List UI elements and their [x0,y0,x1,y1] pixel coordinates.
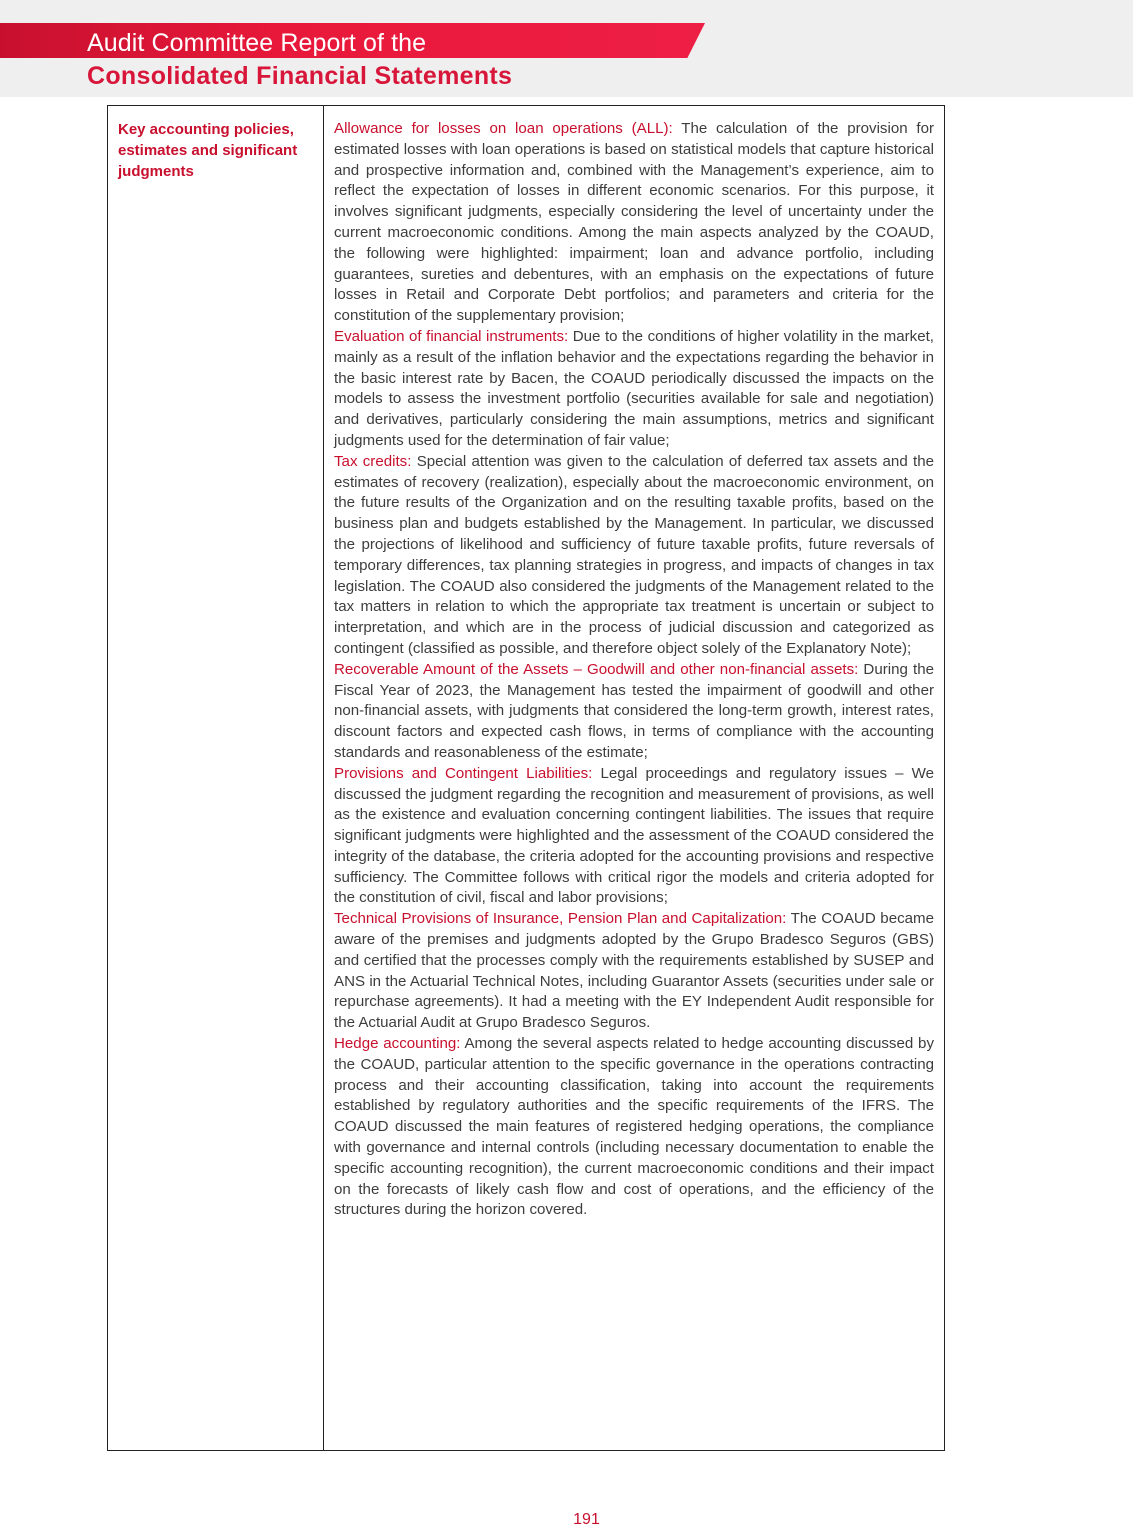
paragraph-term: Tax credits: [334,452,412,470]
paragraph-text: Due to the conditions of higher volatility in the market, mainly as a result of the inflation behavior and the expectations regarding the behavior in the basic interest rate by Bacen, the COAUD periodically discussed the impacts on the models to assess the investment portfolio (securities available for sale and negotiation) and derivatives, particularly considering the main assumptions, metrics and significant judgments used for the determination of fair value; [334,327,934,449]
paragraph-term: Recoverable Amount of the Assets – Goodwill and other non-financial assets: [334,660,859,678]
paragraph-text: Special attention was given to the calculation of deferred tax assets and the estimates of recovery (realization), especially about the macroeconomic environment, on the future results of the Organization and on the resulting taxable profits, based on the business plan and budgets established by the Management. In particular, we discussed the projections of likelihood and sufficiency of future taxable profits, future reversals of temporary differences, tax planning strategies in progress, and impacts of changes in tax legislation. The COAUD also considered the judgments of the Management related to the tax matters in relation to which the appropriate tax treatment is uncertain or subject to interpretation, and which are in the process of judicial discussion and categorized as contingent (classified as possible, and therefore object solely of the Explanatory Note); [334,452,934,657]
paragraph-text: Among the several aspects related to hedge accounting discussed by the COAUD, particular attention to the specific governance in the operations contracting process and their accounting classification, taking into account the requirements established by regulatory authorities and the specific requirements of the IFRS. The COAUD discussed the main features of registered hedging operations, the compliance with governance and internal controls (including necessary documentation to enable the specific accounting recognition), the current macroeconomic conditions and their impact on the forecasts of likely cash flow and cost of operations, and the efficiency of the structures during the horizon covered. [334,1035,934,1219]
row-label: Key accounting policies, estimates and significant judgments [118,121,298,180]
paragraph-allowance-losses [334,119,934,327]
paragraph-term: Hedge accounting: [334,1035,461,1053]
paragraph-text: Legal proceedings and regulatory issues – We discussed the judgment regarding the recognition and measurement of provisions, as well as the existence and evaluation concerning contingent liabilities. The issues that require significant judgments were highlighted and the assessment of the COAUD considered the integrity of the database, the criteria adopted for the accounting provisions and respective sufficiency. The Committee follows with critical rigor the models and criteria adopted for the constitution of civil, fiscal and labor provisions; [334,764,934,907]
page-title-line2: Consolidated Financial Statements [87,62,513,90]
page-title-line1: Audit Committee Report of the [87,29,427,57]
judgments-table [107,105,945,1451]
paragraph-hedge-accounting [334,1034,934,1221]
page-number: 191 [573,1511,600,1528]
paragraph-text: During the Fiscal Year of 2023, the Management has tested the impairment of goodwill and other non-financial assets, with judgments that considered the long-term growth, interest rates, discount factors and expected cash flows, in terms of compliance with the accounting standards and reasonableness of the estimate; [334,660,934,761]
paragraph-text: The COAUD became aware of the premises and judgments adopted by the Grupo Bradesco Seguros (GBS) and certified that the processes comply with the requirements established by SUSEP and ANS in the Actuarial Technical Notes, including Guarantor Assets (securities under sale or repurchase agreements). It had a meeting with the EY Independent Audit responsible for the Actuarial Audit at Grupo Bradesco Seguros. [334,910,934,1032]
paragraph-provisions-contingent [334,764,934,910]
paragraph-tax-credits [334,452,934,660]
paragraph-financial-instruments [334,327,934,452]
paragraph-term: Evaluation of financial instruments: [334,327,569,345]
paragraph-technical-provisions [334,909,934,1034]
paragraph-term: Allowance for losses on loan operations (ALL): [334,120,673,137]
paragraph-term: Provisions and Contingent Liabilities: [334,764,593,782]
paragraph-text: The calculation of the provision for estimated losses with loan operations is based on statistical models that capture historical and prospective information and, combined with the Management’s experience, aim to reflect the expectation of losses in different economic scenarios. For this purpose, it involves significant judgments, especially considering the level of uncertainty under the current macroeconomic conditions. Among the main aspects analyzed by the COAUD, the following were highlighted: impairment; loan and advance portfolio, including guarantees, sureties and debentures, with an emphasis on the expectations of future losses in Retail and Corporate Debt portfolios; and parameters and criteria for the constitution of the supplementary provision; [334,120,934,325]
paragraph-recoverable-amount [334,660,934,764]
paragraph-term: Technical Provisions of Insurance, Pension Plan and Capitalization: [334,910,787,928]
row-content [334,119,934,1221]
column-divider [323,106,324,1450]
